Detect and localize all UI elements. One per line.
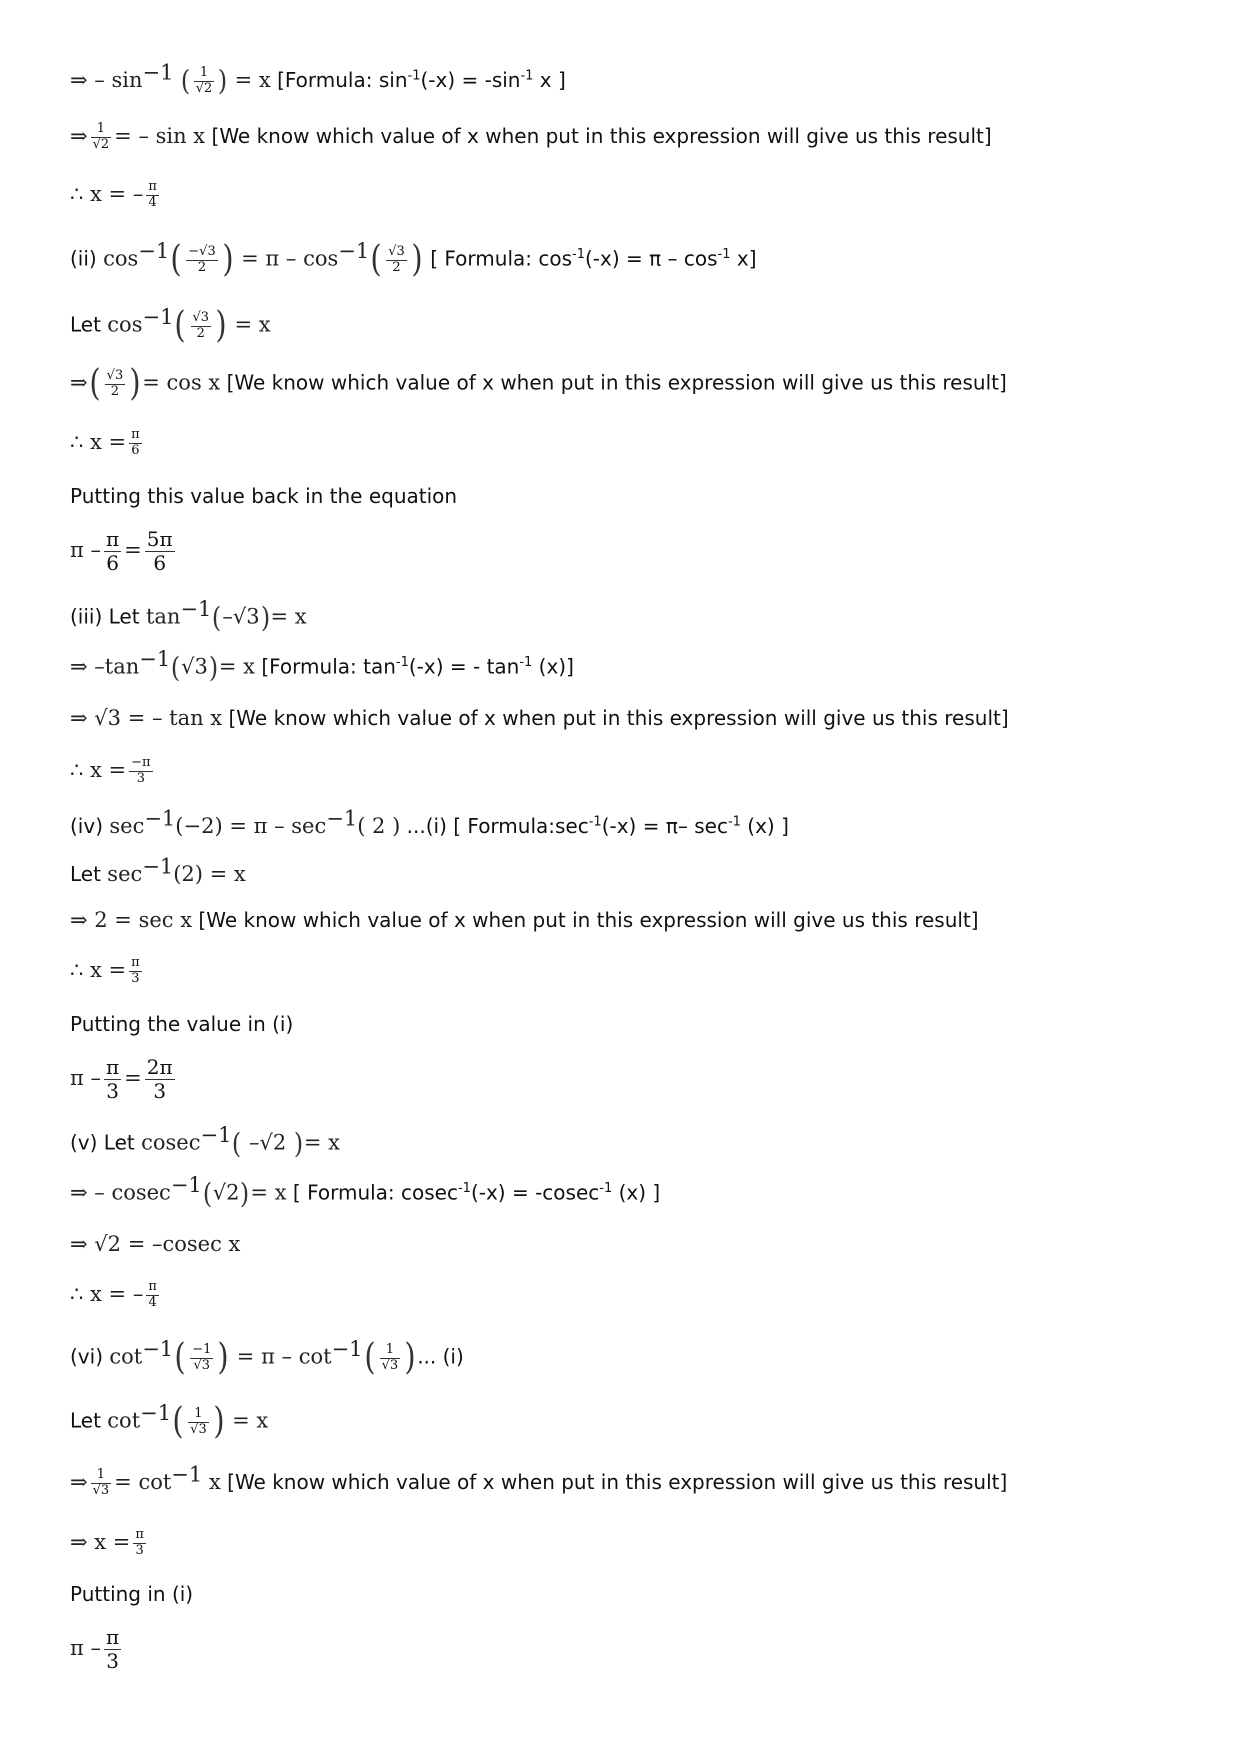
superscript: -1 — [407, 68, 421, 84]
numerator: π — [131, 427, 140, 442]
math-expr: sec — [107, 862, 143, 886]
step-line — [70, 1462, 1008, 1499]
numerator: 1 — [380, 1343, 401, 1359]
denominator: √2 — [195, 80, 213, 96]
fraction — [145, 1056, 175, 1103]
paren: ( — [89, 363, 101, 404]
numerator: π — [131, 955, 140, 970]
numerator: √3 — [388, 243, 405, 259]
numerator: 1 — [194, 66, 215, 82]
numerator: π — [148, 179, 157, 194]
text: (x) ] — [612, 1180, 661, 1205]
paren: ( — [174, 1337, 186, 1378]
step-line — [70, 60, 566, 98]
step-line — [70, 908, 979, 932]
step-line — [70, 854, 246, 886]
math-expr: = x — [234, 312, 271, 337]
superscript: -1 — [599, 1180, 613, 1196]
paren: ( — [363, 1337, 376, 1378]
math-expr: π – — [70, 1066, 101, 1090]
math-expr: (−2) = π – sec — [175, 814, 327, 838]
numerator: √3 — [106, 367, 124, 383]
math-expr: ⇒ –tan — [70, 654, 140, 679]
superscript: −1 — [170, 1172, 202, 1197]
fraction — [146, 1280, 159, 1311]
text: [Formula: sin — [270, 67, 408, 92]
paren: ( — [212, 601, 222, 634]
math-expr: (2) = x — [173, 862, 246, 886]
math-expr: = cos x — [142, 370, 221, 395]
math-expr: = — [124, 1066, 142, 1090]
paren: ) — [129, 363, 141, 404]
numerator: π — [105, 527, 120, 551]
math-expr: cos — [103, 246, 139, 271]
step-line — [70, 304, 271, 346]
math-expr: –√2 — [242, 1130, 293, 1155]
part-label: (ii) — [70, 246, 104, 271]
superscript: -1 — [727, 814, 741, 830]
fraction — [145, 528, 175, 575]
step-line — [70, 1012, 293, 1036]
numerator: 2π — [146, 1055, 173, 1079]
text: (-x) = π– sec — [601, 814, 728, 838]
math-expr: ∴ x = — [70, 757, 127, 782]
paren: ( — [174, 305, 187, 346]
fraction — [380, 1343, 401, 1374]
fraction — [104, 528, 121, 575]
math-expr: = x — [303, 1130, 341, 1155]
step-line — [70, 956, 145, 987]
superscript: −1 — [142, 304, 174, 329]
fraction — [133, 1528, 146, 1559]
numerator: −√3 — [188, 243, 216, 259]
paren: ) — [260, 601, 270, 634]
math-expr: tan — [145, 604, 181, 629]
part-label: Let — [70, 862, 108, 886]
step-line — [70, 1172, 661, 1210]
denominator: 6 — [131, 442, 140, 458]
part-label: Let — [70, 1408, 108, 1433]
superscript: −1 — [139, 646, 171, 671]
math-expr: = x — [234, 67, 271, 92]
part-label: (iii) Let — [70, 604, 146, 629]
math-expr: ⇒ 2 = sec x — [70, 908, 193, 932]
fraction — [129, 756, 152, 787]
text: [Formula: tan — [254, 654, 396, 679]
denominator: 2 — [392, 259, 401, 275]
denominator: 2 — [110, 383, 120, 399]
denominator: 2 — [196, 325, 205, 341]
math-expr: cosec — [141, 1130, 201, 1155]
superscript: −1 — [338, 238, 370, 263]
step-line — [70, 646, 574, 684]
step-line — [70, 1626, 124, 1673]
numerator: 1 — [91, 1468, 112, 1484]
math-expr: ⇒ — [70, 123, 88, 148]
denominator: √3 — [92, 1482, 110, 1498]
math-expr: ⇒ √3 = – tan x — [70, 706, 223, 730]
paren: ( — [202, 1177, 212, 1210]
numerator: π — [135, 1527, 144, 1542]
superscript: -1 — [520, 68, 534, 84]
denominator: 3 — [106, 1079, 119, 1103]
step-line — [70, 1528, 149, 1559]
fraction — [190, 1343, 213, 1374]
step-line — [70, 238, 757, 280]
math-expr: ⇒ – cosec — [70, 1180, 171, 1205]
text: x ] — [533, 67, 566, 92]
math-expr: ∴ x = – — [70, 181, 144, 206]
paren: ) — [411, 239, 423, 280]
numerator: 1 — [188, 1407, 209, 1423]
text: ...(i) [ Formula:sec — [400, 814, 589, 838]
paren: ) — [218, 64, 228, 98]
math-expr: ⇒ — [70, 370, 88, 395]
superscript: −1 — [140, 1400, 172, 1425]
fraction — [186, 245, 217, 276]
denominator: 2 — [197, 259, 207, 275]
step-line — [70, 756, 156, 787]
superscript: -1 — [519, 654, 533, 670]
step-line — [70, 1122, 341, 1160]
paren: ) — [217, 1337, 230, 1378]
step-line — [70, 1400, 269, 1442]
step-line — [70, 180, 162, 211]
text: (-x) = - tan — [408, 654, 520, 679]
denominator: 3 — [136, 770, 146, 786]
math-expr: cos — [107, 312, 143, 337]
step-line — [70, 1280, 162, 1311]
superscript: -1 — [572, 246, 585, 262]
math-expr: = — [124, 538, 142, 562]
part-label: (v) Let — [70, 1130, 142, 1155]
fraction — [188, 1407, 209, 1438]
step-line — [70, 428, 145, 459]
step-line — [70, 1232, 240, 1256]
text: Putting the value in (i) — [70, 1012, 294, 1036]
denominator: 3 — [106, 1649, 119, 1673]
numerator: √3 — [192, 309, 210, 325]
text: [We know which value of x when put in this expression will give us this result] — [192, 908, 979, 932]
step-line — [70, 706, 1009, 730]
math-expr: π – — [70, 538, 101, 562]
math-expr: ⇒ – sin — [70, 67, 143, 92]
math-expr: ⇒ — [70, 1469, 88, 1494]
paren: ) — [213, 1401, 225, 1442]
superscript: -1 — [457, 1180, 471, 1196]
superscript: −1 — [142, 1336, 174, 1361]
text: Putting this value back in the equation — [70, 484, 458, 508]
denominator: √3 — [193, 1357, 211, 1373]
fraction — [129, 428, 142, 459]
step-line — [70, 1336, 464, 1378]
fraction — [104, 1056, 121, 1103]
step-line — [70, 1056, 178, 1103]
text: [ Formula: cosec — [286, 1180, 458, 1205]
part-label: (vi) — [70, 1344, 110, 1369]
superscript: -1 — [588, 814, 602, 830]
step-line — [70, 484, 457, 508]
math-expr: = x — [250, 1180, 287, 1205]
text: [We know which value of x when put in this expression will give us this result] — [220, 1469, 1008, 1494]
math-expr: ⇒ √2 = –cosec x — [70, 1232, 241, 1256]
numerator: −π — [131, 755, 151, 770]
superscript: −1 — [180, 596, 212, 621]
denominator: 6 — [106, 551, 119, 575]
text: x] — [730, 246, 757, 271]
superscript: −1 — [326, 806, 358, 831]
math-expr: = π – cot — [236, 1344, 332, 1369]
math-expr: = π – cos — [241, 246, 339, 271]
fraction — [91, 1468, 112, 1499]
paren: ( — [171, 651, 181, 684]
math-expr: = – sin x — [114, 123, 206, 148]
text: [We know which value of x when put in this expression will give us this result] — [205, 123, 992, 148]
paren: ) — [222, 239, 234, 280]
superscript: −1 — [144, 806, 176, 831]
numerator: π — [105, 1055, 120, 1079]
step-line — [70, 363, 1007, 404]
fraction — [146, 180, 159, 211]
math-expr: ⇒ x = — [70, 1529, 131, 1554]
denominator: 6 — [153, 551, 167, 575]
superscript: −1 — [200, 1122, 232, 1147]
superscript: -1 — [717, 246, 731, 262]
paren: ) — [293, 1127, 304, 1160]
math-expr: cot — [107, 1408, 141, 1433]
superscript: −1 — [331, 1336, 363, 1361]
paren: ( — [172, 1401, 184, 1442]
math-expr: = cot — [114, 1469, 172, 1494]
fraction — [105, 369, 126, 400]
text: (-x) = -sin — [420, 67, 521, 92]
denominator: √3 — [190, 1421, 207, 1437]
math-expr: –√3 — [222, 604, 260, 629]
text: (x) ] — [740, 814, 789, 838]
step-line — [70, 806, 789, 838]
fraction — [129, 956, 142, 987]
math-expr: cot — [109, 1344, 143, 1369]
math-expr: = x — [232, 1408, 269, 1433]
math-expr: ∴ x = — [70, 429, 127, 454]
text: (-x) = π – cos — [584, 246, 718, 271]
paren: ) — [240, 1177, 250, 1210]
math-expr: x — [202, 1469, 221, 1494]
numerator: 1 — [91, 122, 112, 138]
denominator: √2 — [92, 136, 110, 152]
superscript: −1 — [138, 238, 170, 263]
fraction — [104, 1626, 121, 1673]
text: ... (i) — [417, 1344, 464, 1369]
fraction — [194, 66, 215, 97]
math-expr: √3 — [181, 654, 208, 679]
paren: ) — [208, 651, 219, 684]
math-expr: ( 2 ) — [357, 814, 401, 838]
step-line — [70, 1582, 193, 1606]
text: (x)] — [532, 654, 574, 679]
denominator: 3 — [135, 1542, 144, 1558]
superscript: −1 — [142, 854, 174, 879]
denominator: 3 — [153, 1079, 167, 1103]
paren: ) — [404, 1337, 416, 1378]
denominator: 4 — [148, 1294, 157, 1310]
math-expr: √2 — [212, 1180, 240, 1205]
part-label: (iv) — [70, 814, 110, 838]
text: [We know which value of x when put in this expression will give us this result] — [220, 370, 1007, 395]
paren: ( — [232, 1127, 242, 1160]
paren: ) — [215, 305, 227, 346]
step-line — [70, 122, 992, 153]
paren: ( — [180, 64, 190, 98]
numerator: 5π — [146, 527, 173, 551]
step-line — [70, 596, 307, 634]
numerator: π — [148, 1279, 157, 1294]
math-expr: ∴ x = – — [70, 1281, 144, 1306]
superscript: -1 — [395, 654, 409, 670]
math-expr: sec — [109, 814, 145, 838]
denominator: √3 — [381, 1357, 399, 1373]
text: (-x) = -cosec — [470, 1180, 600, 1205]
denominator: 4 — [148, 194, 157, 210]
numerator: −1 — [192, 1341, 212, 1357]
fraction — [91, 122, 112, 153]
fraction — [386, 245, 407, 276]
math-expr: = x — [218, 654, 255, 679]
text: [We know which value of x when put in this expression will give us this result] — [222, 706, 1009, 730]
superscript: −1 — [171, 1462, 203, 1487]
math-expr: π – — [70, 1636, 101, 1660]
fraction — [191, 311, 212, 342]
math-expr: ∴ x = — [70, 957, 127, 982]
numerator: π — [105, 1625, 120, 1649]
part-label: Let — [70, 312, 108, 337]
step-line — [70, 528, 178, 575]
math-expr: = x — [270, 604, 307, 629]
paren: ( — [370, 239, 382, 280]
paren: ( — [170, 239, 182, 280]
superscript: −1 — [142, 60, 174, 85]
text: [ Formula: cos — [423, 246, 573, 271]
text: Putting in (i) — [70, 1582, 194, 1606]
denominator: 3 — [131, 970, 140, 986]
